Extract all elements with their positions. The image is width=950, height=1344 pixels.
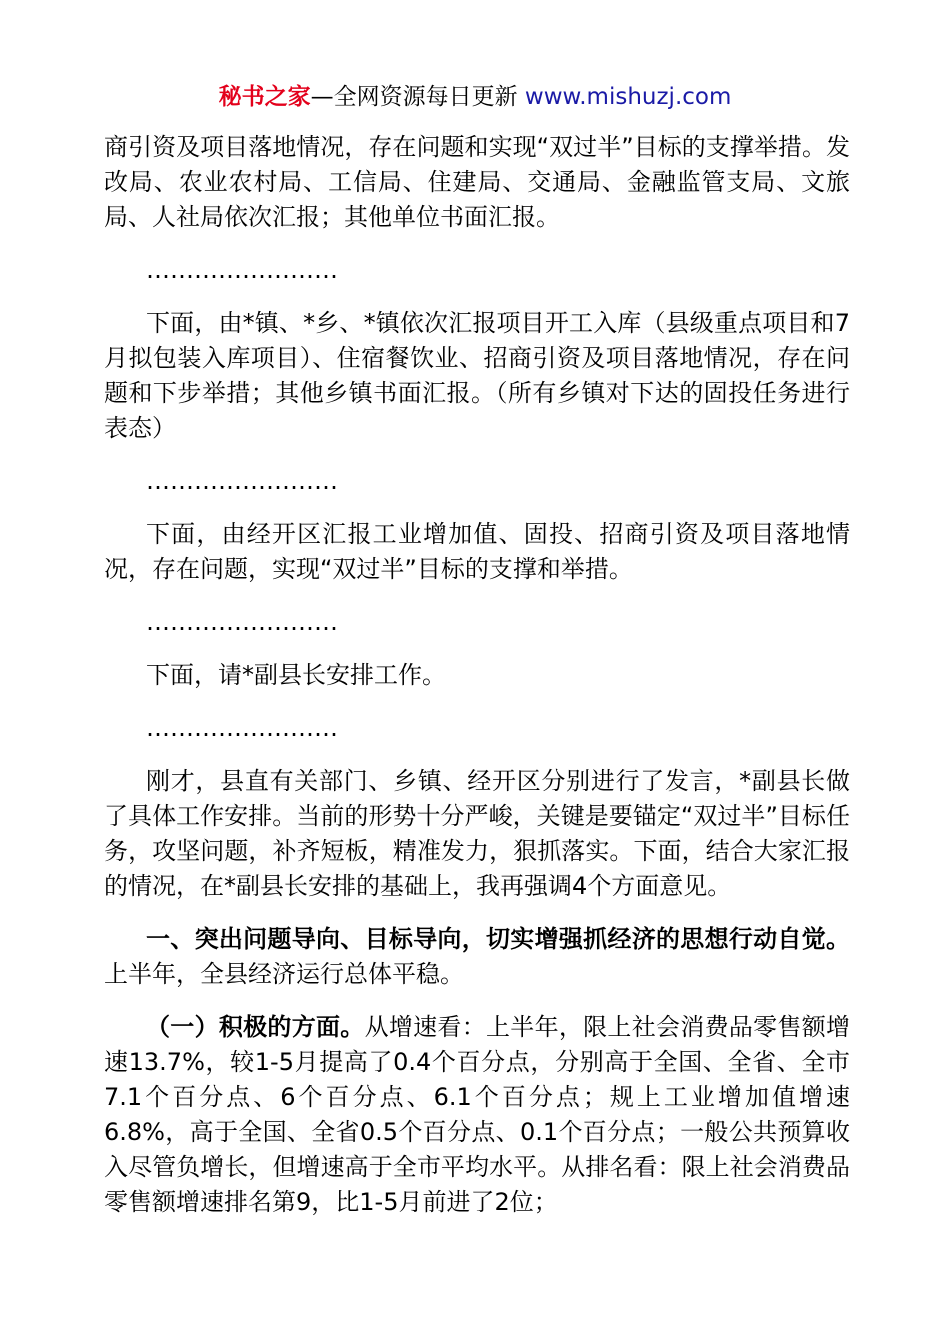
section-heading-1 bbox=[104, 922, 850, 992]
header-url[interactable]: www.mishuzj.com bbox=[524, 84, 732, 110]
document-body bbox=[104, 130, 850, 1220]
subsection-1 bbox=[104, 1010, 850, 1220]
brand-name: 秘书之家 bbox=[218, 84, 311, 110]
section-heading-rest: 上半年，全县经济运行总体平稳。 bbox=[104, 960, 464, 988]
section-heading-bold: 一、突出问题导向、目标导向，切实增强抓经济的思想行动自觉。 bbox=[146, 925, 850, 953]
paragraph-4: 下面，请*副县长安排工作。 bbox=[146, 661, 446, 689]
paragraph-5: 刚才，县直有关部门、乡镇、经开区分别进行了发言，*副县长做了具体工作安排。当前的形势十分严峻，关键是要锚定“双过半”目标任务，攻坚问题，补齐短板，精准发力，狠抓落实。下面，结合大家汇报的情况，在*副县长安排的基础上，我再强调4个方面意见。 bbox=[104, 767, 850, 900]
subsection-text: 从增速看：上半年，限上社会消费品零售额增速13.7%，较1-5月提高了0.4个百分点，分别高于全国、全省、全市7.1个百分点、6个百分点、6.1个百分点；规上工业增加值增速6.8%，高于全国、全省0.5个百分点、0.1个百分点；一般公共预算收入尽管负增长，但增速高于全市平均水平。从排名看：限上社会消费品零售额增速排名第9，比1-5月前进了2位； bbox=[104, 1013, 851, 1216]
subsection-heading-bold: （一）积极的方面。 bbox=[146, 1013, 365, 1041]
ellipsis-separator: …………………… bbox=[146, 467, 338, 495]
paragraph-1: 商引资及项目落地情况，存在问题和实现“双过半”目标的支撑举措。发改局、农业农村局、工信局、住建局、交通局、金融监管支局、文旅局、人社局依次汇报；其他单位书面汇报。 bbox=[104, 133, 850, 231]
ellipsis-separator: …………………… bbox=[146, 714, 338, 742]
paragraph-3: 下面，由经开区汇报工业增加值、固投、招商引资及项目落地情况，存在问题，实现“双过半”目标的支撑和举措。 bbox=[104, 520, 850, 583]
header-tagline: —全网资源每日更新 bbox=[310, 84, 525, 110]
paragraph-2: 下面，由*镇、*乡、*镇依次汇报项目开工入库（县级重点项目和7月拟包装入库项目）、住宿餐饮业、招商引资及项目落地情况，存在问题和下步举措；其他乡镇书面汇报。（所有乡镇对下达的固投任务进行表态） bbox=[104, 309, 850, 442]
ellipsis-separator: …………………… bbox=[146, 608, 338, 636]
ellipsis-separator: …………………… bbox=[146, 256, 338, 284]
page-header bbox=[0, 80, 950, 114]
